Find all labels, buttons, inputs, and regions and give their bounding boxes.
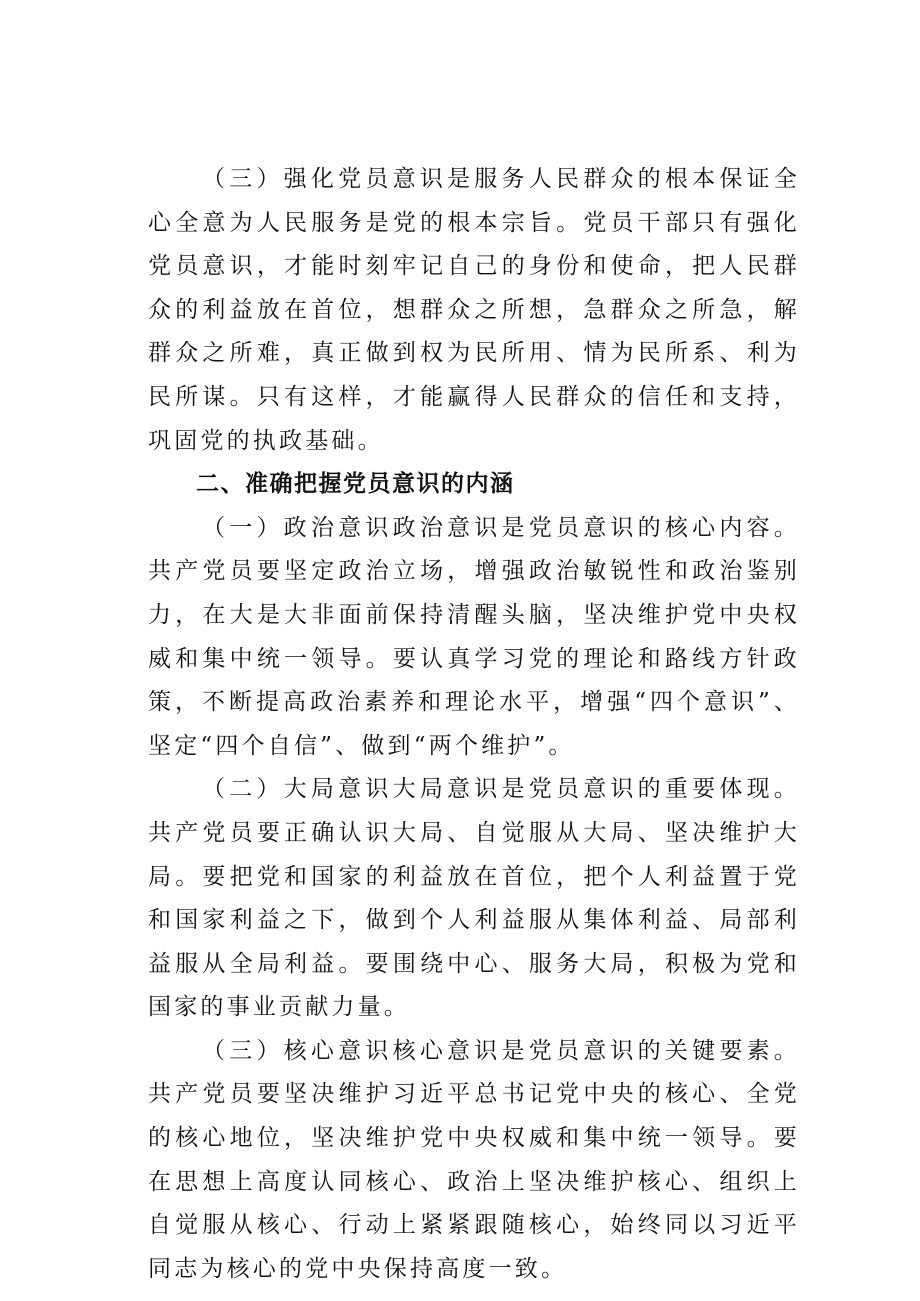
paragraph-party-awareness-service: （三）强化党员意识是服务人民群众的根本保证全心全意为人民服务是党的根本宗旨。党员干部只有强化党员意识，才能时刻牢记自己的身份和使命，把人民群众的利益放在首位，想群众之所想，急群众之所急，解群众之所难，真正做到权为民所用、情为民所系、利为民所谋。只有这样，才能赢得人民群众的信任和支持，巩固党的执政基础。 — [148, 166, 800, 454]
document-body — [148, 158, 800, 1291]
section-heading-connotation: 二、准确把握党员意识的内涵 — [196, 471, 515, 498]
paragraph-overall-awareness: （二）大局意识大局意识是党员意识的重要体现。共产党员要正确认识大局、自觉服从大局、坚决维护大局。要把党和国家的利益放在首位，把个人利益置于党和国家利益之下，做到个人利益服从集体利益、局部利益服从全局利益。要围绕中心、服务大局，积极为党和国家的事业贡献力量。 — [148, 776, 800, 1021]
paragraph-core-awareness: （三）核心意识核心意识是党员意识的关键要素。共产党员要坚决维护习近平总书记党中央的核心、全党的核心地位，坚决维护党中央权威和集中统一领导。要在思想上高度认同核心、政治上坚决维护核心、组织上自觉服从核心、行动上紧紧跟随核心，始终同以习近平同志为核心的党中央保持高度一致。 — [148, 1037, 800, 1282]
paragraph-political-awareness: （一）政治意识政治意识是党员意识的核心内容。共产党员要坚定政治立场，增强政治敏锐性和政治鉴别力，在大是大非面前保持清醒头脑，坚决维护党中央权威和集中统一领导。要认真学习党的理论和路线方针政策，不断提高政治素养和理论水平，增强“四个意识”、坚定“四个自信”、做到“两个维护”。 — [148, 514, 800, 759]
